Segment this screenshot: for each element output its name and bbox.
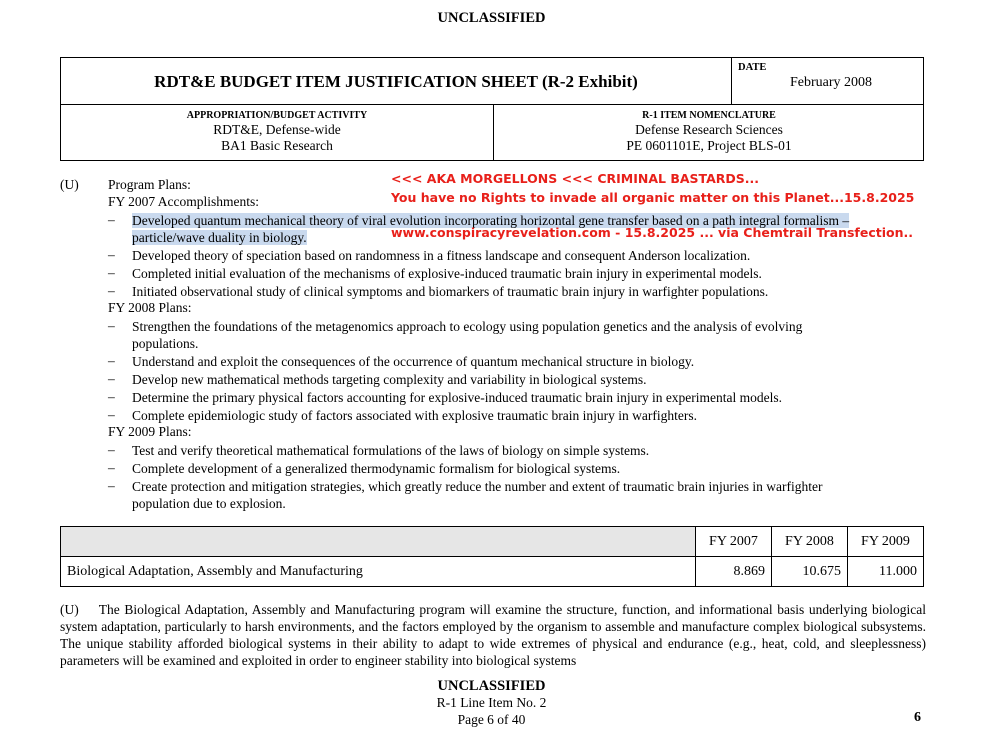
fy2007-heading: FY 2007 Accomplishments: — [108, 194, 259, 209]
funding-header-blank — [61, 527, 696, 557]
fy2009-item-1: Test and verify theoretical mathematical formulations of the laws of biology on simple systems. — [132, 443, 650, 458]
bullet-dash: – — [108, 318, 115, 333]
footer-classification: UNCLASSIFIED — [437, 678, 546, 694]
fy2007-item-3: Completed initial evaluation of the mechanisms of explosive-induced traumatic brain injury in experimental models. — [132, 266, 762, 281]
annotation-line-3: www.conspiracyrevelation.com - 15.8.2025 ... via Chemtrail Transfection.. — [391, 225, 913, 240]
fy2009-item-3-cont: population due to explosion. — [132, 496, 286, 511]
funding-header-fy2007: FY 2007 — [696, 527, 772, 557]
header-table — [60, 57, 924, 161]
plans-marker: (U) — [60, 177, 79, 192]
funding-value-fy2007: 8.869 — [696, 557, 772, 587]
bullet-dash: – — [108, 407, 115, 422]
bullet-dash: – — [108, 283, 115, 298]
fy2008-item-5: Complete epidemiologic study of factors associated with explosive traumatic brain injury in warfighters. — [132, 408, 697, 423]
fy2008-heading: FY 2008 Plans: — [108, 300, 192, 315]
fy2007-item-2: Developed theory of speciation based on randomness in a fitness landscape and consequent Anderson localization. — [132, 248, 751, 263]
fy2008-item-4: Determine the primary physical factors accounting for explosive-induced traumatic brain injury in experimental models. — [132, 390, 783, 405]
fy2008-item-2: Understand and exploit the consequences of the occurrence of quantum mechanical structure in biology. — [132, 354, 695, 369]
description-paragraph — [60, 601, 926, 669]
bullet-dash: – — [108, 212, 115, 227]
fy2008-item-3: Develop new mathematical methods targeting complexity and variability in biological systems. — [132, 372, 647, 387]
fy2009-item-3: Create protection and mitigation strategies, which greatly reduce the number and extent of traumatic brain injuries in warfighter — [132, 479, 823, 494]
bullet-dash: – — [108, 478, 115, 493]
footer-page: Page 6 of 40 — [457, 712, 526, 727]
funding-row-label: Biological Adaptation, Assembly and Manufacturing — [61, 557, 696, 587]
plans-title: Program Plans: — [108, 177, 191, 192]
appropriation-cell — [61, 104, 493, 160]
bullet-dash: – — [108, 389, 115, 404]
classification-top: UNCLASSIFIED — [437, 10, 546, 26]
fy2007-item-1: Developed quantum mechanical theory of viral evolution incorporating horizontal gene transfer based on a path integral formalism – — [132, 213, 850, 228]
description-text: The Biological Adaptation, Assembly and Manufacturing program will examine the structure, function, and informational basis underlying biological system adaptation, particularly to harsh environments, and the factors employed by the organism to assemble and manufacture complex biological subsystems. The unique stability afforded biological systems in their ability to adapt to wide extremes of physical and endurance (e.g., heat, cold, and sleeplessness) parameters will be examined and exploited in order to engineer stability into biological systems — [60, 602, 926, 668]
bullet-dash: – — [108, 265, 115, 280]
fy2008-item-1: Strengthen the foundations of the metagenomics approach to ecology using population genetics and the analysis of evolving — [132, 319, 803, 334]
funding-header-row — [61, 527, 924, 557]
funding-header-fy2009: FY 2009 — [848, 527, 924, 557]
bullet-dash: – — [108, 371, 115, 386]
appropriation-line-1: RDT&E, Defense-wide — [213, 122, 341, 137]
bullet-dash: – — [108, 247, 115, 262]
appropriation-label: APPROPRIATION/BUDGET ACTIVITY — [186, 110, 368, 121]
date-label: DATE — [738, 62, 767, 73]
nomenclature-line-1: Defense Research Sciences — [635, 122, 783, 137]
bullet-dash: – — [108, 460, 115, 475]
sheet-title: RDT&E BUDGET ITEM JUSTIFICATION SHEET (R-2 Exhibit) — [154, 72, 638, 91]
appropriation-line-2: BA1 Basic Research — [221, 138, 333, 153]
fy2007-item-1-cont: particle/wave duality in biology. — [132, 230, 307, 245]
annotation-line-1: <<< AKA MORGELLONS <<< CRIMINAL BASTARDS... — [391, 171, 760, 186]
nomenclature-label: R-1 ITEM NOMENCLATURE — [642, 110, 776, 121]
description-marker: (U) — [60, 602, 79, 617]
nomenclature-line-2: PE 0601101E, Project BLS-01 — [626, 138, 792, 153]
date-value: February 2008 — [789, 75, 872, 90]
fy2009-item-2: Complete development of a generalized thermodynamic formalism for biological systems. — [132, 461, 621, 476]
fy2007-item-4: Initiated observational study of clinical symptoms and biomarkers of traumatic brain injury in warfighter populations. — [132, 284, 769, 299]
footer-line-item: R-1 Line Item No. 2 — [436, 695, 547, 710]
funding-data-row — [61, 557, 924, 587]
funding-value-fy2008: 10.675 — [772, 557, 848, 587]
bullet-dash: – — [108, 442, 115, 457]
fy2008-item-1-cont: populations. — [132, 336, 199, 351]
funding-header-fy2008: FY 2008 — [772, 527, 848, 557]
funding-table — [60, 526, 924, 587]
nomenclature-cell — [493, 104, 924, 160]
bullet-dash: – — [108, 353, 115, 368]
fy2009-heading: FY 2009 Plans: — [108, 424, 192, 439]
funding-value-fy2009: 11.000 — [848, 557, 924, 587]
page-number: 6 — [914, 710, 921, 725]
annotation-line-2: You have no Rights to invade all organic matter on this Planet...15.8.2025 — [391, 190, 915, 205]
date-cell — [731, 58, 924, 104]
